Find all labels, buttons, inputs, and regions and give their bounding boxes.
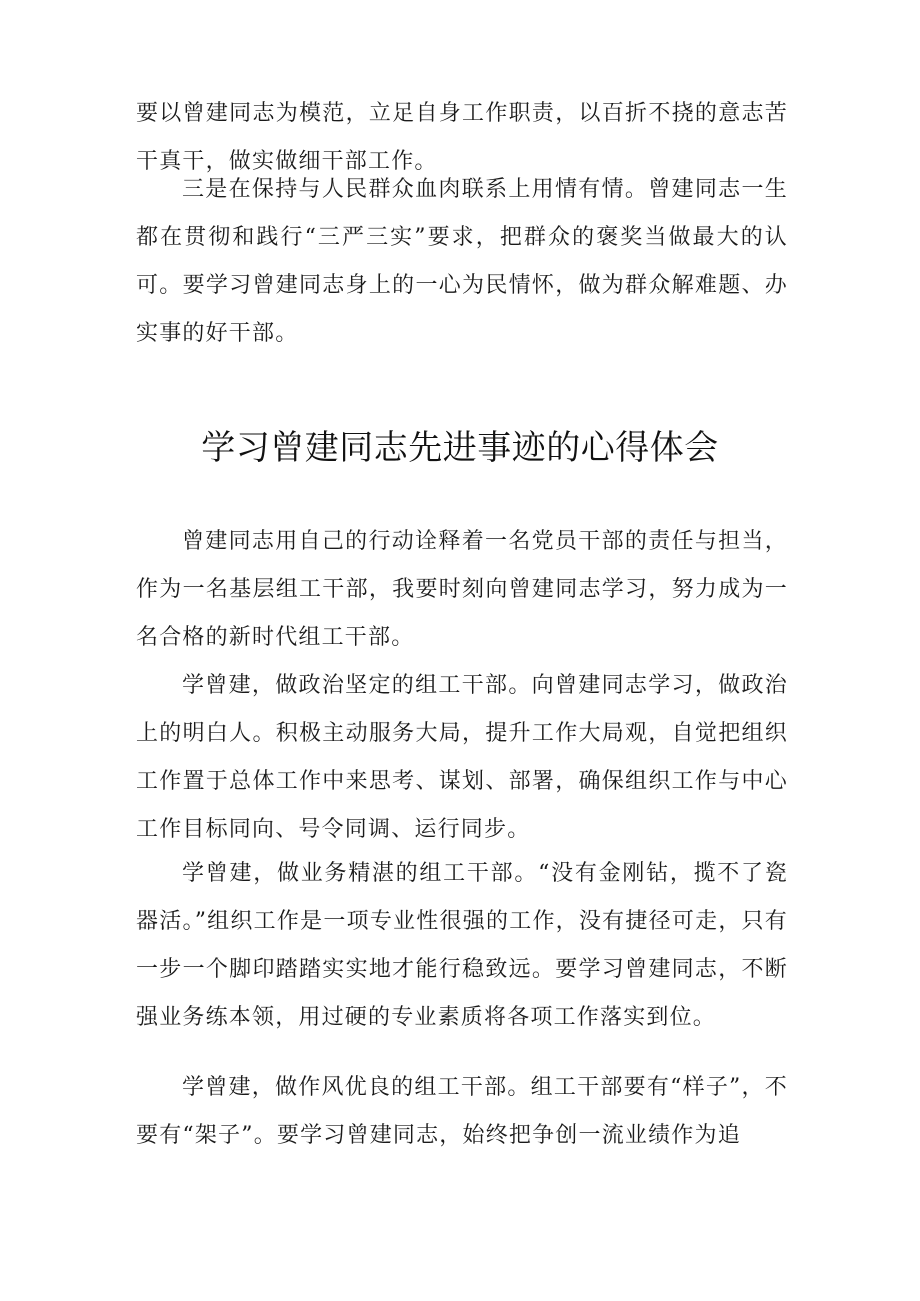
article-paragraph-style: 学曾建，做作风优良的组工干部。组工干部要有“样子”，不要有“架子”。要学习曾建同志，始终把争创一流业绩作为追: [136, 1075, 788, 1148]
continued-paragraph: 要以曾建同志为模范，立足自身工作职责，以百折不挠的意志苦干真干，做实做细干部工作。: [136, 101, 788, 174]
article-title: 学习曾建同志先进事迹的心得体会: [201, 428, 719, 468]
paragraph-three-point: 三是在保持与人民群众血肉联系上用情有情。曾建同志一生都在贯彻和践行“三严三实”要求，把群众的褒奖当做最大的认可。要学习曾建同志身上的一心为民情怀，做为群众解难题、办实事的好干部。: [136, 177, 788, 346]
article-paragraph-political: 学曾建，做政治坚定的组工干部。向曾建同志学习，做政治上的明白人。积极主动服务大局，提升工作大局观，自觉把组织工作置于总体工作中来思考、谋划、部署，确保组织工作与中心工作目标同向、号令同调、运行同步。: [136, 673, 788, 842]
article-paragraph-professional: 学曾建，做业务精湛的组工干部。“没有金刚钻，揽不了瓷器活。”组织工作是一项专业性很强的工作，没有捷径可走，只有一步一个脚印踏踏实实地才能行稳致远。要学习曾建同志，不断强业务练本领，用过硬的专业素质将各项工作落实到位。: [136, 861, 788, 1030]
article-paragraph-intro: 曾建同志用自己的行动诠释着一名党员干部的责任与担当，作为一名基层组工干部，我要时刻向曾建同志学习，努力成为一名合格的新时代组工干部。: [136, 529, 788, 650]
